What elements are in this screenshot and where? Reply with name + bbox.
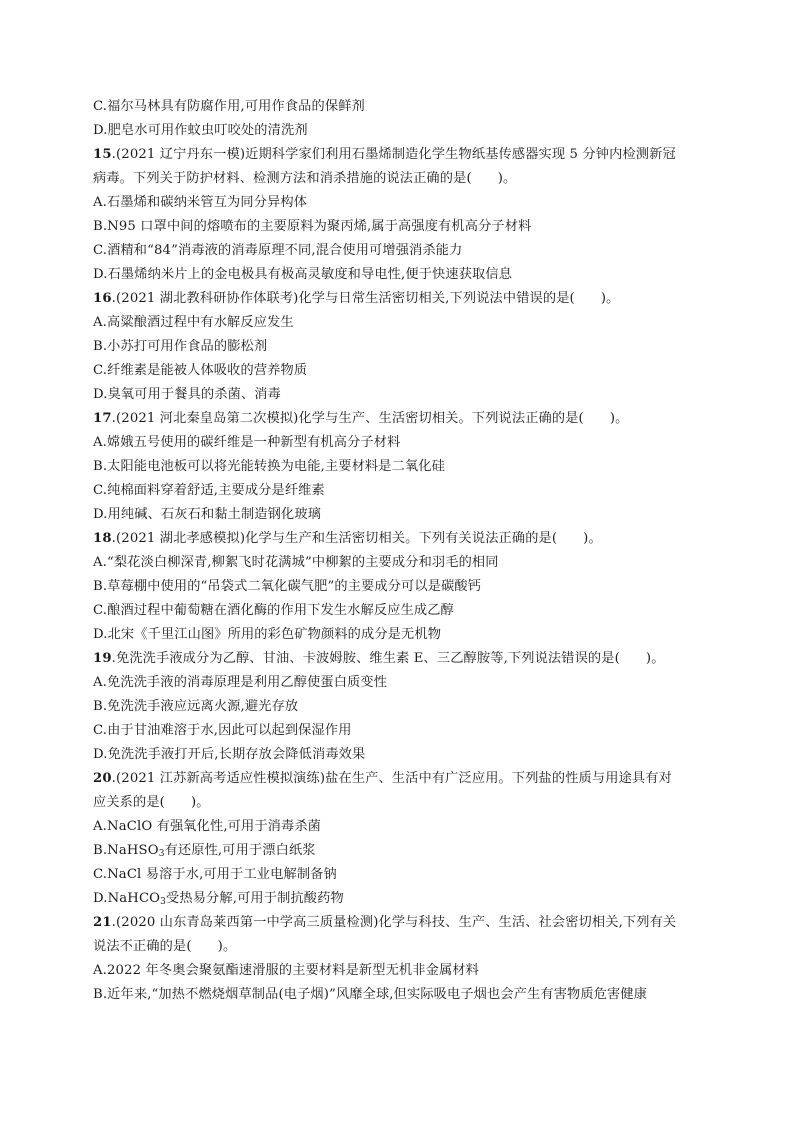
question-16-stem	[93, 287, 703, 311]
formula: D.NaHCO	[93, 891, 161, 906]
question-text: .(2021 辽宁丹东一模)近期科学家们利用石墨烯制造化学生物纸基传感器实现 5 分钟内检测新冠	[111, 147, 676, 162]
option-d: D.北宋《千里江山图》所用的彩色矿物颜料的成分是无机物	[93, 627, 442, 642]
question-number: 15	[93, 147, 112, 162]
subscript: 3	[158, 849, 165, 859]
question-text-end: )。	[190, 795, 210, 810]
option-b: B.太阳能电池板可以将光能转换为电能,主要材料是二氧化硅	[93, 459, 445, 474]
question-18-stem	[93, 527, 703, 551]
option-d: D.免洗洗手液打开后,长期存放会降低消毒效果	[93, 747, 366, 762]
option-a: A.“梨花淡白柳深青,柳絮飞时花满城”中柳絮的主要成分和羽毛的相同	[93, 555, 499, 570]
question-text: 说法不正确的是(	[93, 939, 192, 954]
option-d: D.臭氧可用于餐具的杀菌、消毒	[93, 387, 281, 402]
option-c: C.酒精和“84”消毒液的消毒原理不同,混合使用可增强消杀能力	[93, 243, 463, 258]
option-c: C.纯棉面料穿着舒适,主要成分是纤维素	[93, 483, 325, 498]
option-a: A.高粱酿酒过程中有水解反应发生	[93, 315, 294, 330]
question-number: 20	[93, 771, 112, 786]
option-d: D.石墨烯纳米片上的金电极具有极高灵敏度和导电性,便于快速获取信息	[93, 267, 513, 282]
question-text-end: )。	[217, 939, 237, 954]
question-text-end: )。	[609, 411, 629, 426]
question-text-end: )。	[583, 531, 602, 546]
option-d-q14: D.肥皂水可用作蚊虫叮咬处的清洗剂	[93, 123, 308, 138]
option-b: B.近年来,“加热不燃烧烟草制品(电子烟)”风靡全球,但实际吸电子烟也会产生有害物质危害健康	[93, 987, 648, 1002]
question-21-stem-cont	[93, 935, 703, 959]
formula: B.NaHSO	[93, 843, 159, 858]
question-text-end: )。	[600, 291, 620, 306]
question-15-stem-cont	[93, 167, 703, 191]
question-number: 21	[93, 915, 112, 930]
question-text: .免洗洗手液成分为乙醇、甘油、卡波姆胺、维生素 E、三乙醇胺等,下列说法错误的是(	[111, 651, 620, 666]
question-20-stem-cont	[93, 791, 703, 815]
question-text: .(2021 河北秦皇岛第二次模拟)化学与生产、生活密切相关。下列说法正确的是(	[111, 411, 584, 426]
question-text: .(2021 湖北孝感模拟)化学与生产和生活密切相关。下列有关说法正确的是(	[111, 531, 558, 546]
option-b: B.小苏打可用作食品的膨松剂	[93, 339, 268, 354]
question-17-stem	[93, 407, 703, 431]
question-text: .(2020 山东青岛莱西第一中学高三质量检测)化学与科技、生产、生活、社会密切相关,下列有关	[111, 915, 677, 930]
question-number: 18	[93, 531, 112, 546]
option-c: C.NaCl 易溶于水,可用于工业电解制备钠	[93, 867, 337, 882]
document-page	[93, 95, 703, 1007]
option-b: B.免洗洗手液应远离火源,避光存放	[93, 699, 299, 714]
option-text: 有还原性,可用于漂白纸浆	[164, 843, 316, 858]
option-a: A.NaClO 有强氧化性,可用于消毒杀菌	[93, 819, 322, 834]
option-a: A.石墨烯和碳纳米管互为同分异构体	[93, 195, 308, 210]
option-b: B.草莓棚中使用的“吊袋式二氧化碳气肥”的主要成分可以是碳酸钙	[93, 579, 482, 594]
option-a: A.免洗洗手液的消毒原理是利用乙醇使蛋白质变性	[93, 675, 388, 690]
option-c: C.纤维素是能被人体吸收的营养物质	[93, 363, 308, 378]
question-text: .(2021 湖北教科研协作体联考)化学与日常生活密切相关,下列说法中错误的是(	[111, 291, 575, 306]
option-text: 受热易分解,可用于制抗酸药物	[166, 891, 344, 906]
option-b	[93, 839, 703, 863]
option-a: A.2022 年冬奥会聚氨酯速滑服的主要材料是新型无机非金属材料	[93, 963, 479, 978]
question-number: 17	[93, 411, 112, 426]
question-15-stem	[93, 143, 703, 167]
question-21-stem	[93, 911, 703, 935]
option-c: C.酿酒过程中葡萄糖在酒化酶的作用下发生水解反应生成乙醇	[93, 603, 454, 618]
question-19-stem	[93, 647, 703, 671]
question-text: .(2021 江苏新高考适应性模拟演练)盐在生产、生活中有广泛应用。下列盐的性质与用途具有对	[111, 771, 672, 786]
subscript: 3	[160, 897, 167, 907]
question-text-end: )。	[497, 171, 517, 186]
option-d: D.用纯碱、石灰石和黏土制造钢化玻璃	[93, 507, 321, 522]
option-d	[93, 887, 703, 911]
option-b: B.N95 口罩中间的熔喷布的主要原料为聚丙烯,属于高强度有机高分子材料	[93, 219, 532, 234]
option-c-q14: C.福尔马林具有防腐作用,可用作食品的保鲜剂	[93, 99, 365, 114]
question-20-stem	[93, 767, 703, 791]
question-number: 16	[93, 291, 112, 306]
question-number: 19	[93, 651, 112, 666]
option-c: C.由于甘油难溶于水,因此可以起到保湿作用	[93, 723, 352, 738]
question-text: 病毒。下列关于防护材料、检测方法和消杀措施的说法正确的是(	[93, 171, 472, 186]
option-a: A.嫦娥五号使用的碳纤维是一种新型有机高分子材料	[93, 435, 401, 450]
question-text: 应关系的是(	[93, 795, 165, 810]
question-text-end: )。	[645, 651, 665, 666]
